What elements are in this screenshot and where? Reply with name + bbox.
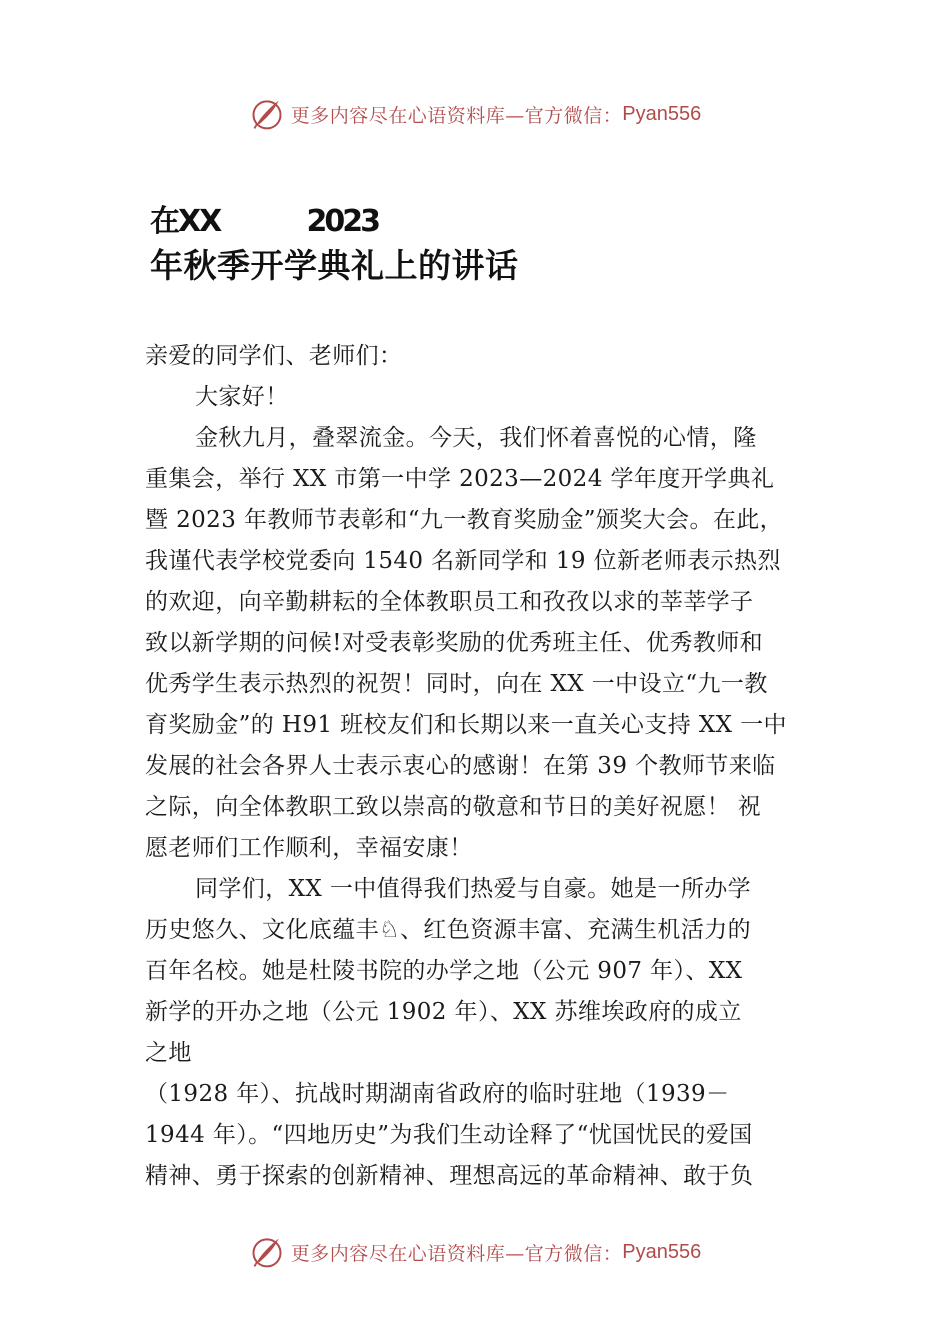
text-line: 同学们，XX 一中值得我们热爱与自豪。她是一所办学	[195, 876, 752, 902]
text-line: 重集会，举行 XX 市第一中学 2023—2024 学年度开学典礼	[145, 466, 775, 492]
text-line: 致以新学期的问候!对受表彰奖励的优秀班主任、优秀教师和	[145, 630, 764, 656]
text-line: 的欢迎，向辛勤耕耘的全体教职员工和孜孜以求的莘莘学子	[145, 589, 754, 615]
banner-text: 更多内容尽在心语资料库—官方微信：	[290, 1242, 623, 1265]
paragraph-1	[145, 418, 835, 869]
text-line: 之地	[145, 1040, 192, 1066]
greeting: 亲爱的同学们、老师们：	[145, 343, 403, 369]
text-line: 暨 2023 年教师节表彰和“九一教育奖励金”颁奖大会。在此，	[145, 507, 784, 533]
header-banner	[0, 94, 950, 134]
text-line: 新学的开办之地（公元 1902 年）、XX 苏维埃政府的成立	[145, 999, 742, 1025]
document-title-line-2: 年秋季开学典礼上的讲话	[150, 246, 519, 285]
text-line: 百年名校。她是杜陵书院的办学之地（公元 907 年）、XX	[145, 958, 743, 984]
banner-text: 更多内容尽在心语资料库—官方微信：	[290, 104, 623, 127]
text-line: 育奖励金”的 H91 班校友们和长期以来一直关心支持 XX 一中	[145, 712, 787, 738]
text-line: 优秀学生表示热烈的祝贺！同时，向在 XX 一中设立“九一教	[145, 671, 768, 697]
quill-pen-logo-icon	[249, 96, 285, 132]
title-part-b: 2023	[306, 204, 378, 239]
text-line: 愿老师们工作顺利，幸福安康！	[145, 835, 473, 861]
document-title-line-1	[150, 196, 850, 240]
footer-banner	[0, 1232, 950, 1272]
wechat-id: Pyan556	[622, 1240, 702, 1263]
quill-pen-logo-icon	[249, 1234, 285, 1270]
text-line: 发展的社会各界人士表示衷心的感谢！在第 39 个教师节来临	[145, 753, 776, 779]
text-line: 我谨代表学校党委向 1540 名新同学和 19 位新老师表示热烈	[145, 548, 781, 574]
document-body	[145, 336, 835, 1197]
text-line: 精神、勇于探索的创新精神、理想高远的革命精神、敢于负	[145, 1163, 754, 1189]
wechat-id: Pyan556	[622, 102, 702, 125]
paragraph-2	[145, 869, 835, 1197]
text-line: 1944 年）。“四地历史”为我们生动诠释了“忧国忧民的爱国	[145, 1122, 753, 1148]
text-line: 之际，向全体教职工致以崇高的敬意和节日的美好祝愿！ 祝	[145, 794, 762, 820]
text-line: 历史悠久、文化底蕴丰♘、红色资源丰富、充满生机活力的	[145, 917, 752, 943]
title-part-a: 在XX	[150, 204, 221, 239]
hello-line: 大家好！	[195, 384, 289, 410]
text-line: 金秋九月，叠翠流金。今天，我们怀着喜悦的心情，隆	[195, 425, 757, 451]
text-line: （1928 年）、抗战时期湖南省政府的临时驻地（1939－	[145, 1081, 730, 1107]
